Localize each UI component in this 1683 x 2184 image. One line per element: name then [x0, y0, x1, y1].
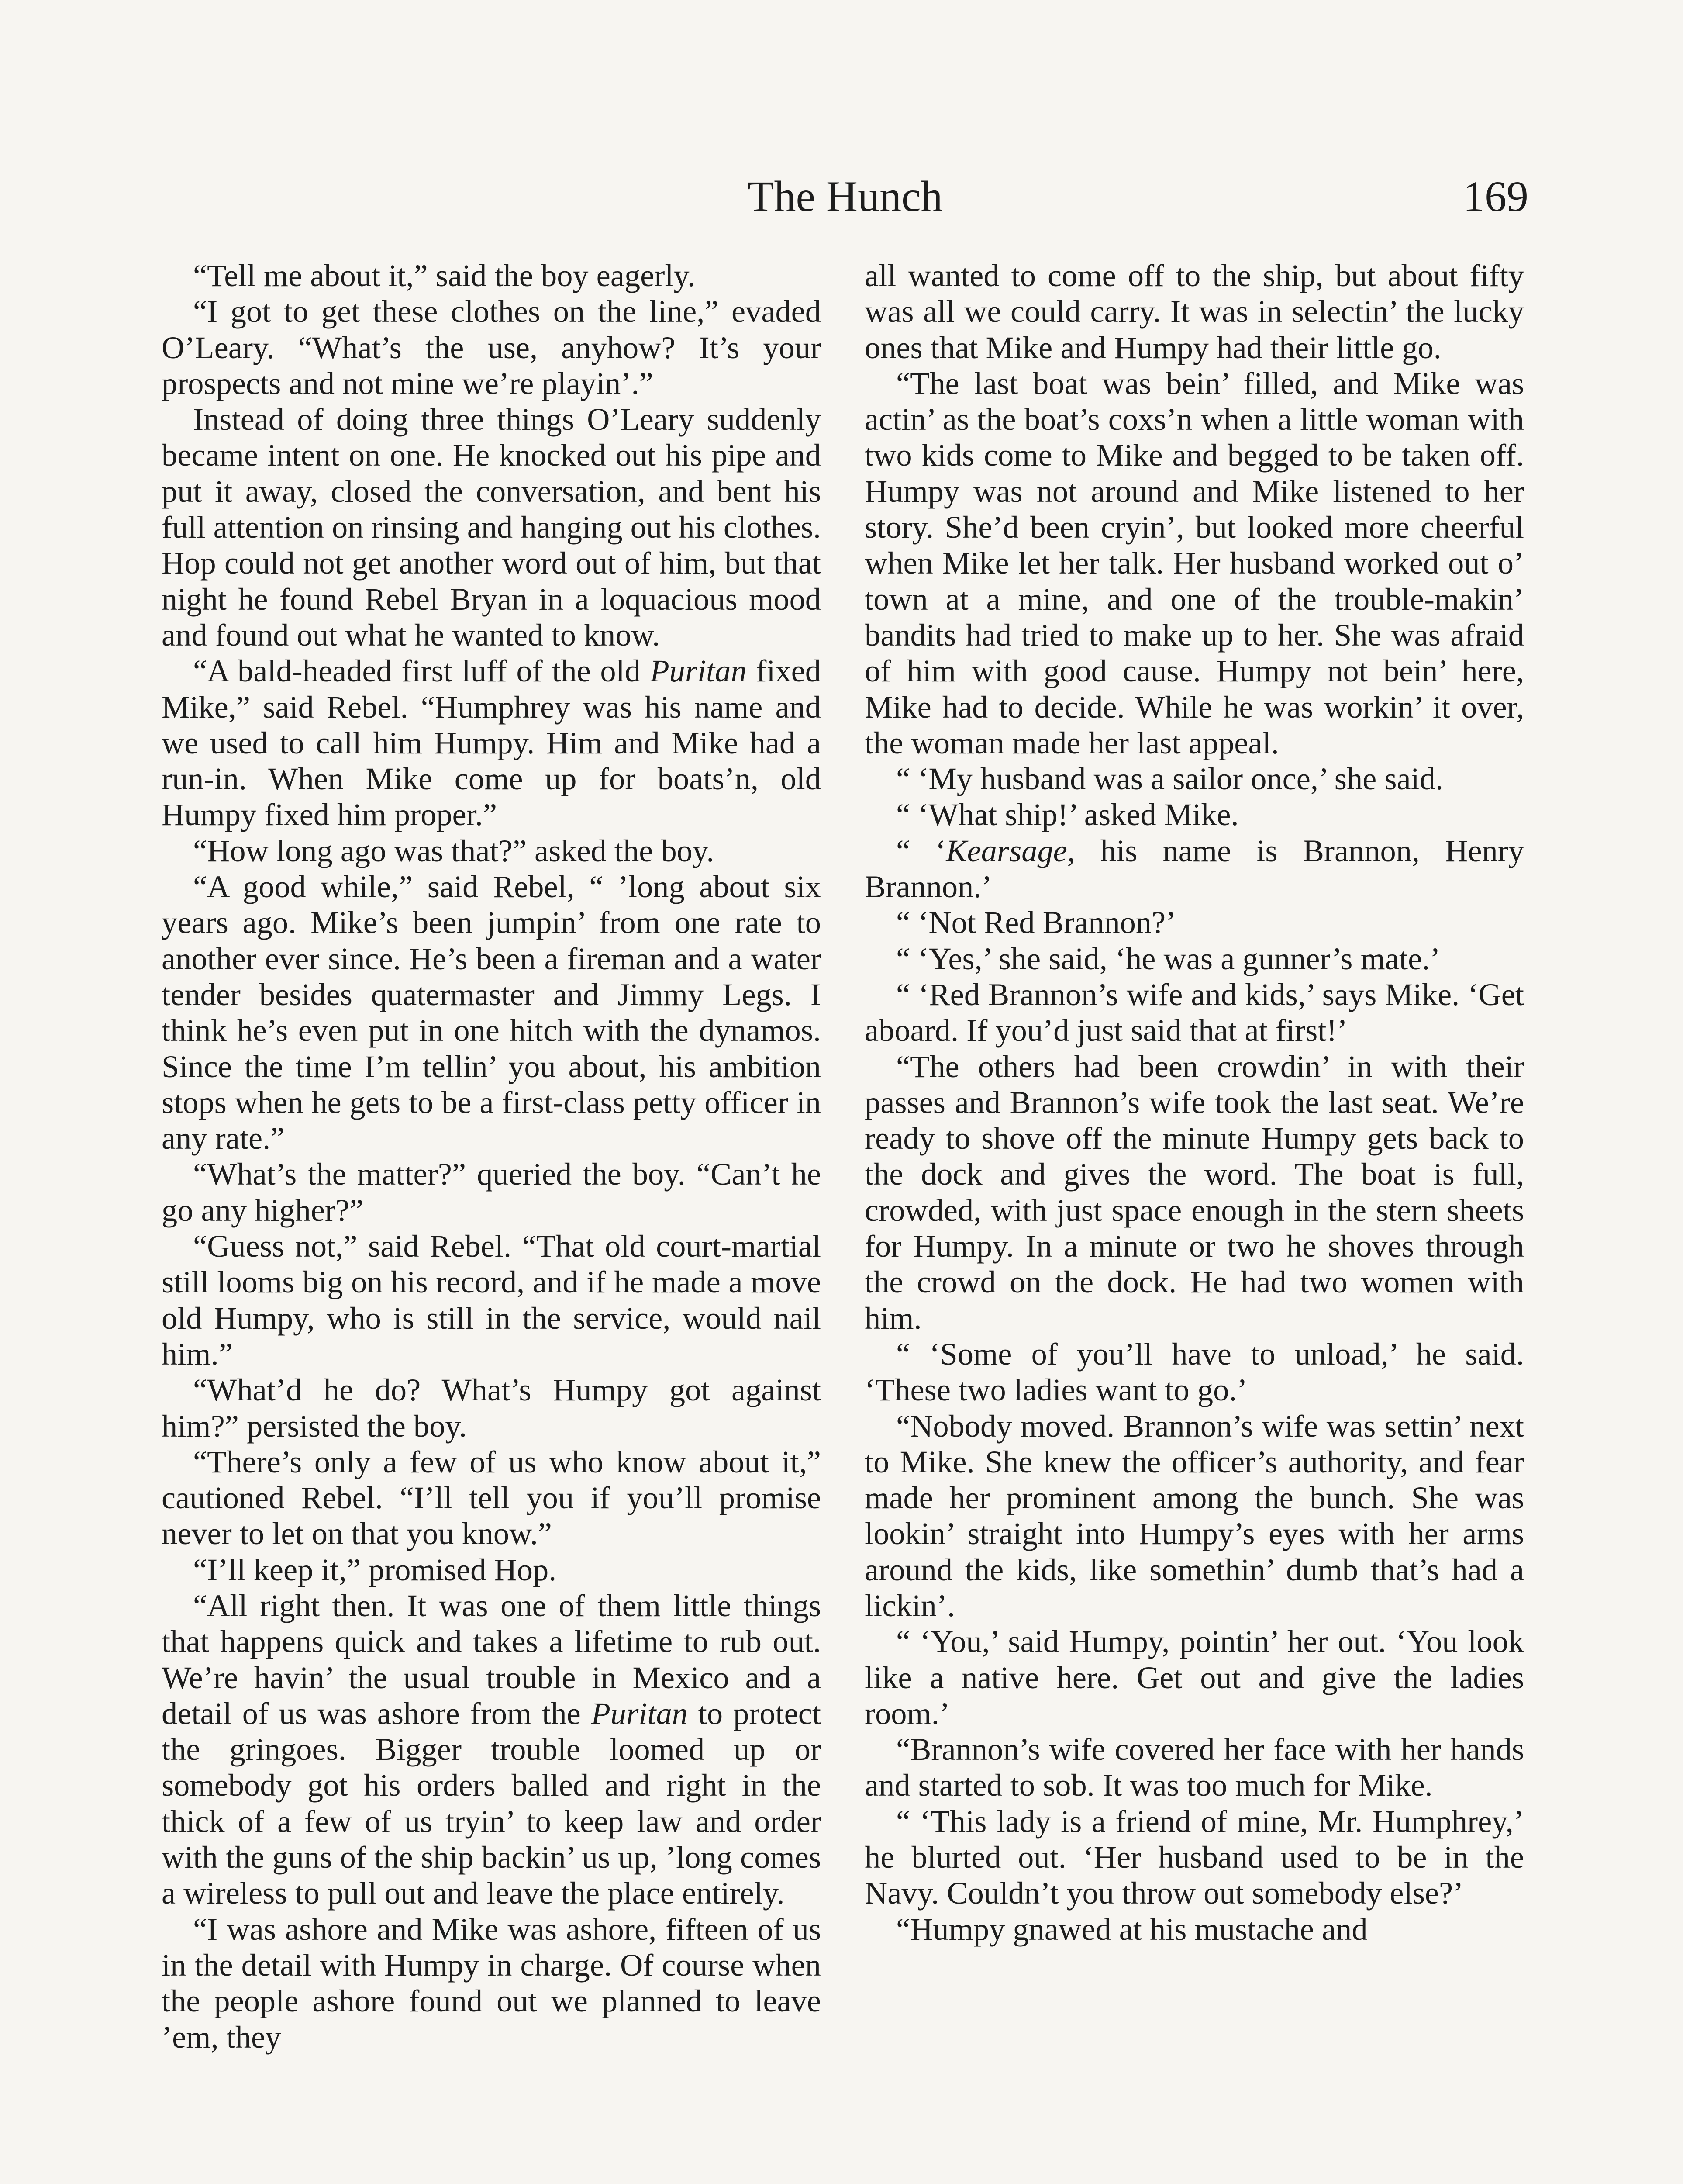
- paragraph: [162, 1588, 821, 1911]
- paragraph: Instead of doing three things O’Leary suddenly became intent on one. He knocked out his pipe and put it away, closed the conversation, and bent his full attention on rinsing and hanging out his clothes. Hop could not get another word out of him, but that night he found Rebel Bryan in a loquacious mood and found out what he wanted to know.: [162, 401, 821, 653]
- ship-name: Puritan: [591, 1695, 688, 1731]
- paragraph: “ ‘What ship!’ asked Mike.: [896, 797, 1239, 833]
- paragraph: [865, 833, 1524, 905]
- right-column: [865, 258, 1524, 1947]
- paragraph-continued: all wanted to come off to the ship, but about fifty was all we could carry. It was in selectin’ the lucky ones that Mike and Humpy had their little go.: [865, 258, 1524, 365]
- paragraph: “A good while,” said Rebel, “ ’long about six years ago. Mike’s been jumpin’ from one rate to another ever since. He’s been a fireman and a water tender besides quatermaster and Jimmy Legs. I think he’s even put in one hitch with the dynamos. Since the time I’m tellin’ you about, his ambition stops when he gets to be a first-class petty officer in any rate.”: [162, 869, 821, 1156]
- paragraph: “ ‘Yes,’ she said, ‘he was a gunner’s mate.’: [896, 940, 1441, 976]
- paragraph: “ ‘Red Brannon’s wife and kids,’ says Mike. ‘Get aboard. If you’d just said that at first!’: [865, 976, 1524, 1048]
- text-run: “A bald-headed first luff of the old: [193, 653, 650, 689]
- paragraph: “ ‘Not Red Brannon?’: [896, 905, 1176, 940]
- paragraph: “Nobody moved. Brannon’s wife was settin’ next to Mike. She knew the officer’s authority, and fear made her prominent among the bunch. She was lookin’ straight into Humpy’s eyes with her arms around the kids, like somethin’ dumb that’s had a lickin’.: [865, 1408, 1524, 1623]
- paragraph: “I got to get these clothes on the line,” evaded O’Leary. “What’s the use, anyhow? It’s your prospects and not mine we’re playin’.”: [162, 294, 821, 401]
- paragraph: “ ‘You,’ said Humpy, pointin’ her out. ‘You look like a native here. Get out and give the ladies room.’: [865, 1624, 1524, 1731]
- running-header: [162, 164, 1528, 229]
- page-number: 169: [1463, 172, 1528, 221]
- paragraph: “I was ashore and Mike was ashore, fifteen of us in the detail with Humpy in charge. Of course when the people ashore found out we planned to leave ’em, they: [162, 1911, 821, 2055]
- paragraph: “Guess not,” said Rebel. “That old court-martial still looms big on his record, and if he made a move old Humpy, who is still in the service, would nail him.”: [162, 1228, 821, 1372]
- paragraph: “I’ll keep it,” promised Hop.: [193, 1552, 557, 1587]
- paragraph: “ ‘This lady is a friend of mine, Mr. Humphrey,’ he blurted out. ‘Her husband used to be in the Navy. Couldn’t you throw out somebody else?’: [865, 1803, 1524, 1911]
- paragraph: “ ‘My husband was a sailor once,’ she said.: [896, 761, 1444, 797]
- paragraph: “ ‘Some of you’ll have to unload,’ he said. ‘These two ladies want to go.’: [865, 1336, 1524, 1408]
- text-run: “All right then. It was one of them little things that happens quick and takes a lifetime to rub out. We’re havin’ the usual trouble in Mexico and a detail of us was ashore from the: [162, 1587, 821, 1731]
- left-column: [162, 258, 821, 2055]
- text-run: to protect the gringoes. Bigger trouble loomed up or somebody got his orders balled and right in the thick of a few of us tryin’ to keep law and order with the guns of the ship backin’ us up, ’long comes a wireless to pull out and leave the place entirely.: [162, 1695, 821, 1911]
- paragraph: “What’d he do? What’s Humpy got against him?” persisted the boy.: [162, 1372, 821, 1444]
- paragraph: “The others had been crowdin’ in with their passes and Brannon’s wife took the last seat. We’re ready to shove off the minute Humpy gets back to the dock and gives the word. The boat is full, crowded, with just space enough in the stern sheets for Humpy. In a minute or two he shoves through the crowd on the dock. He had two women with him.: [865, 1048, 1524, 1336]
- ship-name: Puritan: [650, 653, 747, 689]
- paragraph: “Tell me about it,” said the boy eagerly.: [193, 258, 696, 293]
- text-run: “ ‘: [896, 833, 946, 868]
- paragraph: [162, 653, 821, 833]
- paragraph: “Brannon’s wife covered her face with her hands and started to sob. It was too much for Mike.: [865, 1731, 1524, 1803]
- text-run: fixed Mike,” said Rebel. “Humphrey was his name and we used to call him Humpy. Him and Mike had a run-in. When Mike come up for boats’n, old Humpy fixed him proper.”: [162, 653, 821, 833]
- paragraph: “Humpy gnawed at his mustache and: [896, 1911, 1368, 1947]
- running-title: The Hunch: [747, 172, 943, 221]
- text-run: his name is Brannon, Henry Brannon.’: [865, 833, 1524, 905]
- ship-name: Kearsage,: [946, 833, 1075, 868]
- paragraph: “What’s the matter?” queried the boy. “Can’t he go any higher?”: [162, 1156, 821, 1228]
- paragraph: “There’s only a few of us who know about it,” cautioned Rebel. “I’ll tell you if you’ll promise never to let on that you know.”: [162, 1444, 821, 1552]
- paragraph: “The last boat was bein’ filled, and Mike was actin’ as the boat’s coxs’n when a little woman with two kids come to Mike and begged to be taken off. Humpy was not around and Mike listened to her story. She’d been cryin’, but looked more cheerful when Mike let her talk. Her husband worked out o’ town at a mine, and one of the trouble-makin’ bandits had tried to make up to her. She was afraid of him with good cause. Humpy not bein’ here, Mike had to decide. While he was workin’ it over, the woman made her last appeal.: [865, 365, 1524, 760]
- paragraph: “How long ago was that?” asked the boy.: [193, 833, 714, 868]
